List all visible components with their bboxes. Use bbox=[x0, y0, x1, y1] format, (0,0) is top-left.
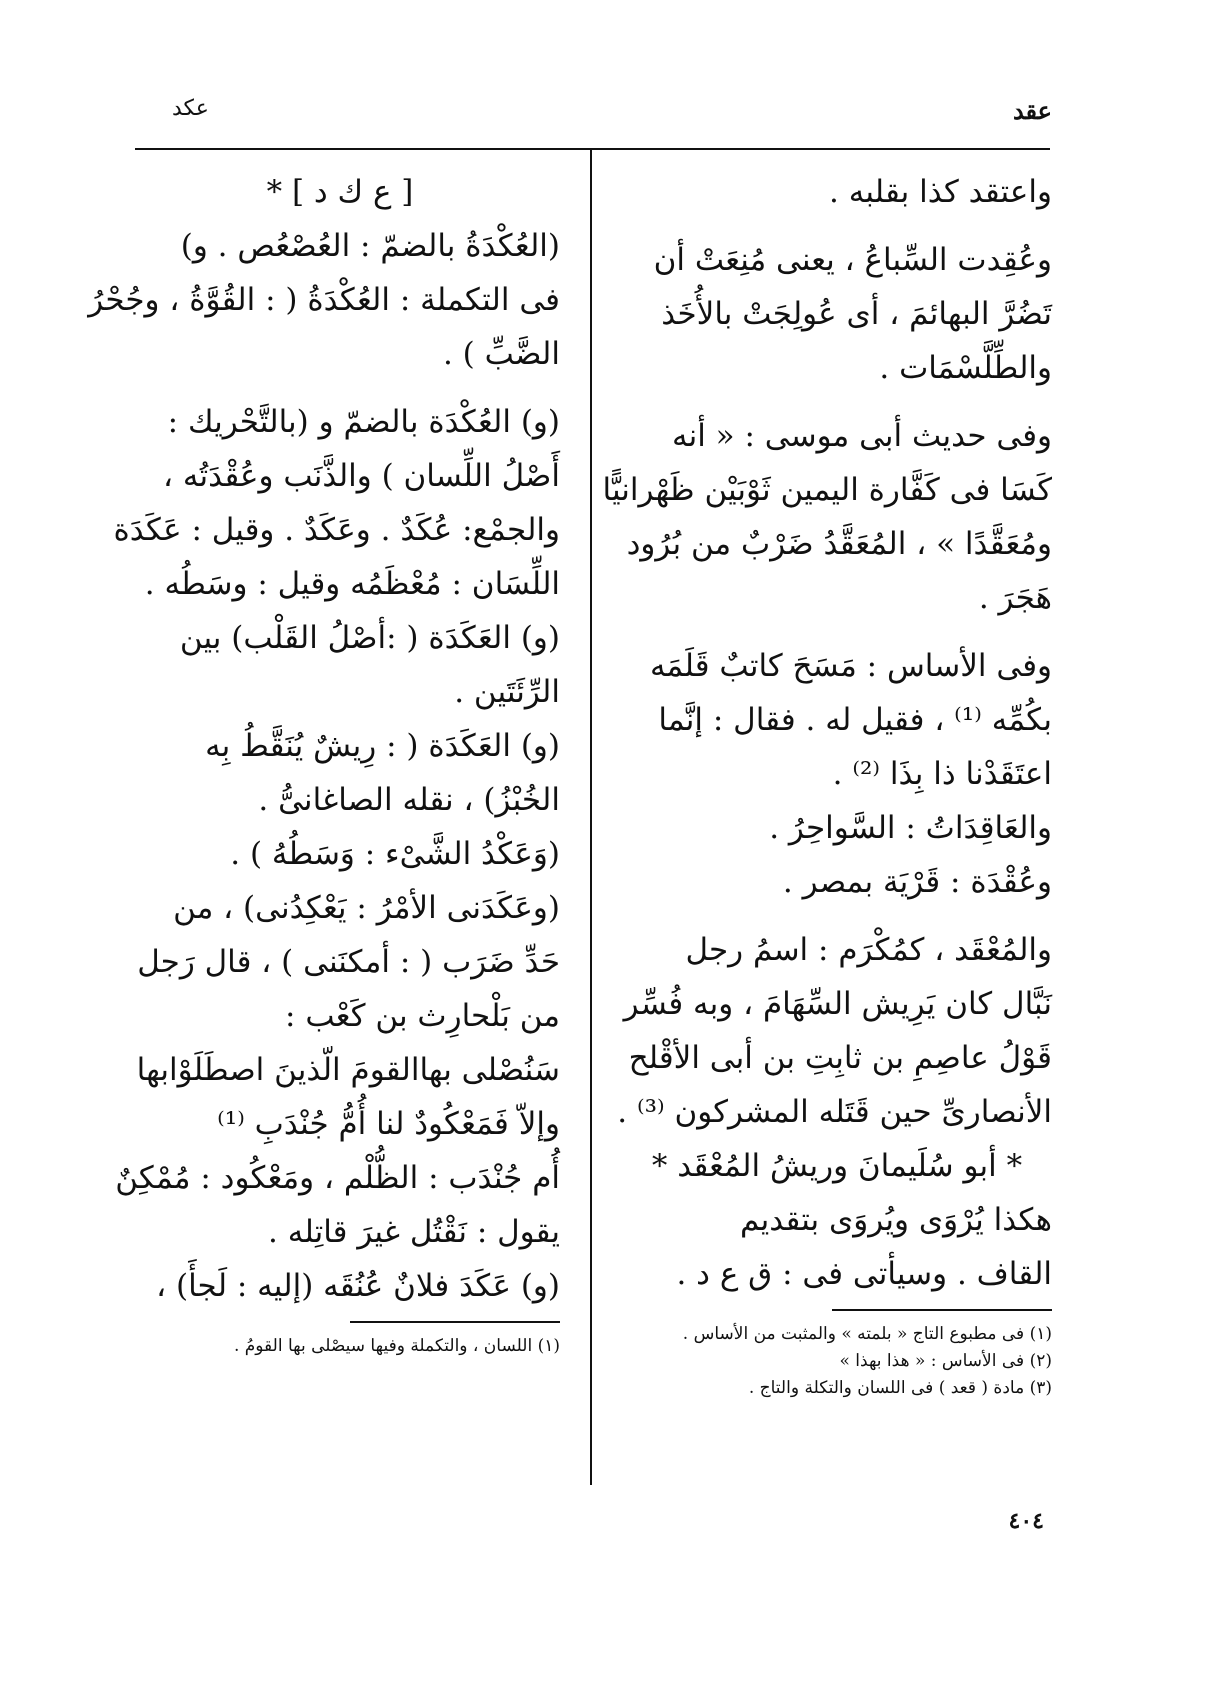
text-line: (و) العُكْدَة بالضمّ و (بالتَّحْريك : bbox=[167, 404, 560, 440]
text-line: من بَلْحارِث بن كَعْب : bbox=[285, 998, 560, 1034]
text-line: نَبَّال كان يَرِيش السِّهَامَ ، وبه فُسِّر bbox=[623, 986, 1052, 1022]
running-head-left: عكد bbox=[172, 96, 209, 121]
text-line: بكُمِّه ⁽¹⁾ ، فقيل له . فقال : إنَّما bbox=[658, 702, 1052, 738]
text-line: الخُبْزُ) ، نقله الصاغانىُّ . bbox=[258, 782, 560, 818]
text-line: والجمْع: عُكَدٌ . وعَكَدٌ . وقيل : عَكَدَة bbox=[113, 512, 560, 548]
text-line: فى التكملة : العُكْدَةُ ( : القُوَّةُ ، وجُحْرُ bbox=[88, 282, 560, 318]
text-line: (و) عَكَدَ فلانٌ عُنُقَه (إليه : لَجأَ) ، bbox=[156, 1268, 560, 1304]
text-line: والعَاقِدَاتُ : السَّواحِرُ . bbox=[769, 810, 1052, 846]
text-line: هَجَرَ . bbox=[978, 580, 1052, 616]
entry-heading: [ ع ك د ] * bbox=[266, 174, 414, 210]
text-line: الأنصارىِّ حين قَتَله المشركون ⁽³⁾ . bbox=[617, 1094, 1052, 1130]
text-line: يقول : نَقْتُل غيرَ قاتِله . bbox=[267, 1214, 560, 1250]
text-line: تَضُرَّ البهائمَ ، أى عُولِجَتْ بالأُخَذ bbox=[661, 296, 1052, 332]
footnote: (٢) فى الأساس : « هذا بهذا » bbox=[839, 1351, 1052, 1371]
page-number: ٤٠٤ bbox=[1008, 1508, 1044, 1534]
footnote: (٣) مادة ( قعد ) فى اللسان والتكلة والتاج . bbox=[748, 1378, 1052, 1398]
text-line: (وعَكَدَنى الأمْرُ : يَعْكِدُنى) ، من bbox=[173, 890, 560, 926]
text-line: (و) العَكَدَة ( : رِيشٌ يُنَقَّطُ بِه bbox=[205, 728, 560, 764]
text-line: ومُعَقَّدًا » ، المُعَقَّدُ ضَرْبٌ من بُرُود bbox=[626, 526, 1052, 562]
verse-line: وإلاّ فَمَعْكُودٌ لنا أُمُّ جُنْدَبِ ⁽¹⁾ bbox=[217, 1106, 560, 1142]
text-line: اعتَقَدْنا ذا بِذَا ⁽²⁾ . bbox=[832, 756, 1052, 792]
left-column bbox=[88, 165, 560, 1360]
text-line: القاف . وسيأتى فى : ق ع د . bbox=[676, 1256, 1052, 1292]
text-line: الرِّئَتَين . bbox=[454, 674, 560, 710]
footnote-rule bbox=[350, 1321, 560, 1323]
text-line: (العُكْدَةُ بالضمّ : العُصْعُص . و) bbox=[180, 228, 560, 264]
text-line: والطِّلَّسْمَات . bbox=[879, 350, 1052, 386]
text-line: وفى الأساس : مَسَحَ كاتبٌ قَلَمَه bbox=[649, 648, 1052, 684]
text-line: اللِّسَان : مُعْظَمُه وقيل : وسَطُه . bbox=[144, 566, 560, 602]
column-divider bbox=[590, 150, 592, 1485]
header-rule bbox=[135, 148, 1050, 150]
text-line: وفى حديث أبى موسى : « أنه bbox=[671, 418, 1052, 454]
text-line: وعُقِدت السِّباعُ ، يعنى مُنِعَتْ أن bbox=[653, 242, 1052, 278]
right-column bbox=[602, 165, 1052, 1402]
text-line: (وَعَكْدُ الشَّىْء : وَسَطُهُ ) . bbox=[230, 836, 560, 872]
text-line: قَوْلُ عاصِمِ بن ثابِتِ بن أبى الأقْلح bbox=[628, 1040, 1052, 1076]
text-line: الضَّبِّ ) . bbox=[442, 336, 560, 372]
text-line: هكذا يُرْوَى ويُروَى بتقديم bbox=[739, 1202, 1052, 1238]
text-line: وعُقْدَة : قَرْيَة بمصر . bbox=[782, 864, 1052, 900]
text-line: حَدِّ ضَرَب ( : أمكنَنى ) ، قال رَجل bbox=[137, 944, 560, 980]
footnote: (١) فى مطبوع التاج « بلمته » والمثبت من الأساس . bbox=[682, 1324, 1052, 1344]
text-line: والمُعْقَد ، كمُكْرَم : اسمُ رجل bbox=[685, 932, 1052, 968]
running-head-right: عقد bbox=[1012, 96, 1052, 125]
text-line: أُم جُنْدَب : الظُّلْم ، ومَعْكُود : مُمْكِنٌ bbox=[115, 1160, 560, 1196]
footnote-rule bbox=[832, 1309, 1052, 1311]
text-line: أَصْلُ اللِّسان ) والذَّنَب وعُقْدَتُه ، bbox=[162, 458, 560, 494]
verse-line: * أبو سُلَيمانَ وريشُ المُعْقَد * bbox=[651, 1148, 1023, 1184]
text-line: (و) العَكَدَة ( :أصْلُ القَلْب) بين bbox=[179, 620, 560, 656]
footnote: (١) اللسان ، والتكملة وفيها سيصْلى بها القومُ . bbox=[233, 1336, 560, 1356]
verse-line: سَنُصْلى بهاالقومَ الّذينَ اصطَلَوْابها bbox=[136, 1052, 560, 1088]
text-line: واعتقد كذا بقلبه . bbox=[829, 174, 1052, 210]
text-line: كَسَا فى كَفَّارة اليمين ثَوْبَيْن ظَهْرانيًّا bbox=[602, 472, 1052, 508]
